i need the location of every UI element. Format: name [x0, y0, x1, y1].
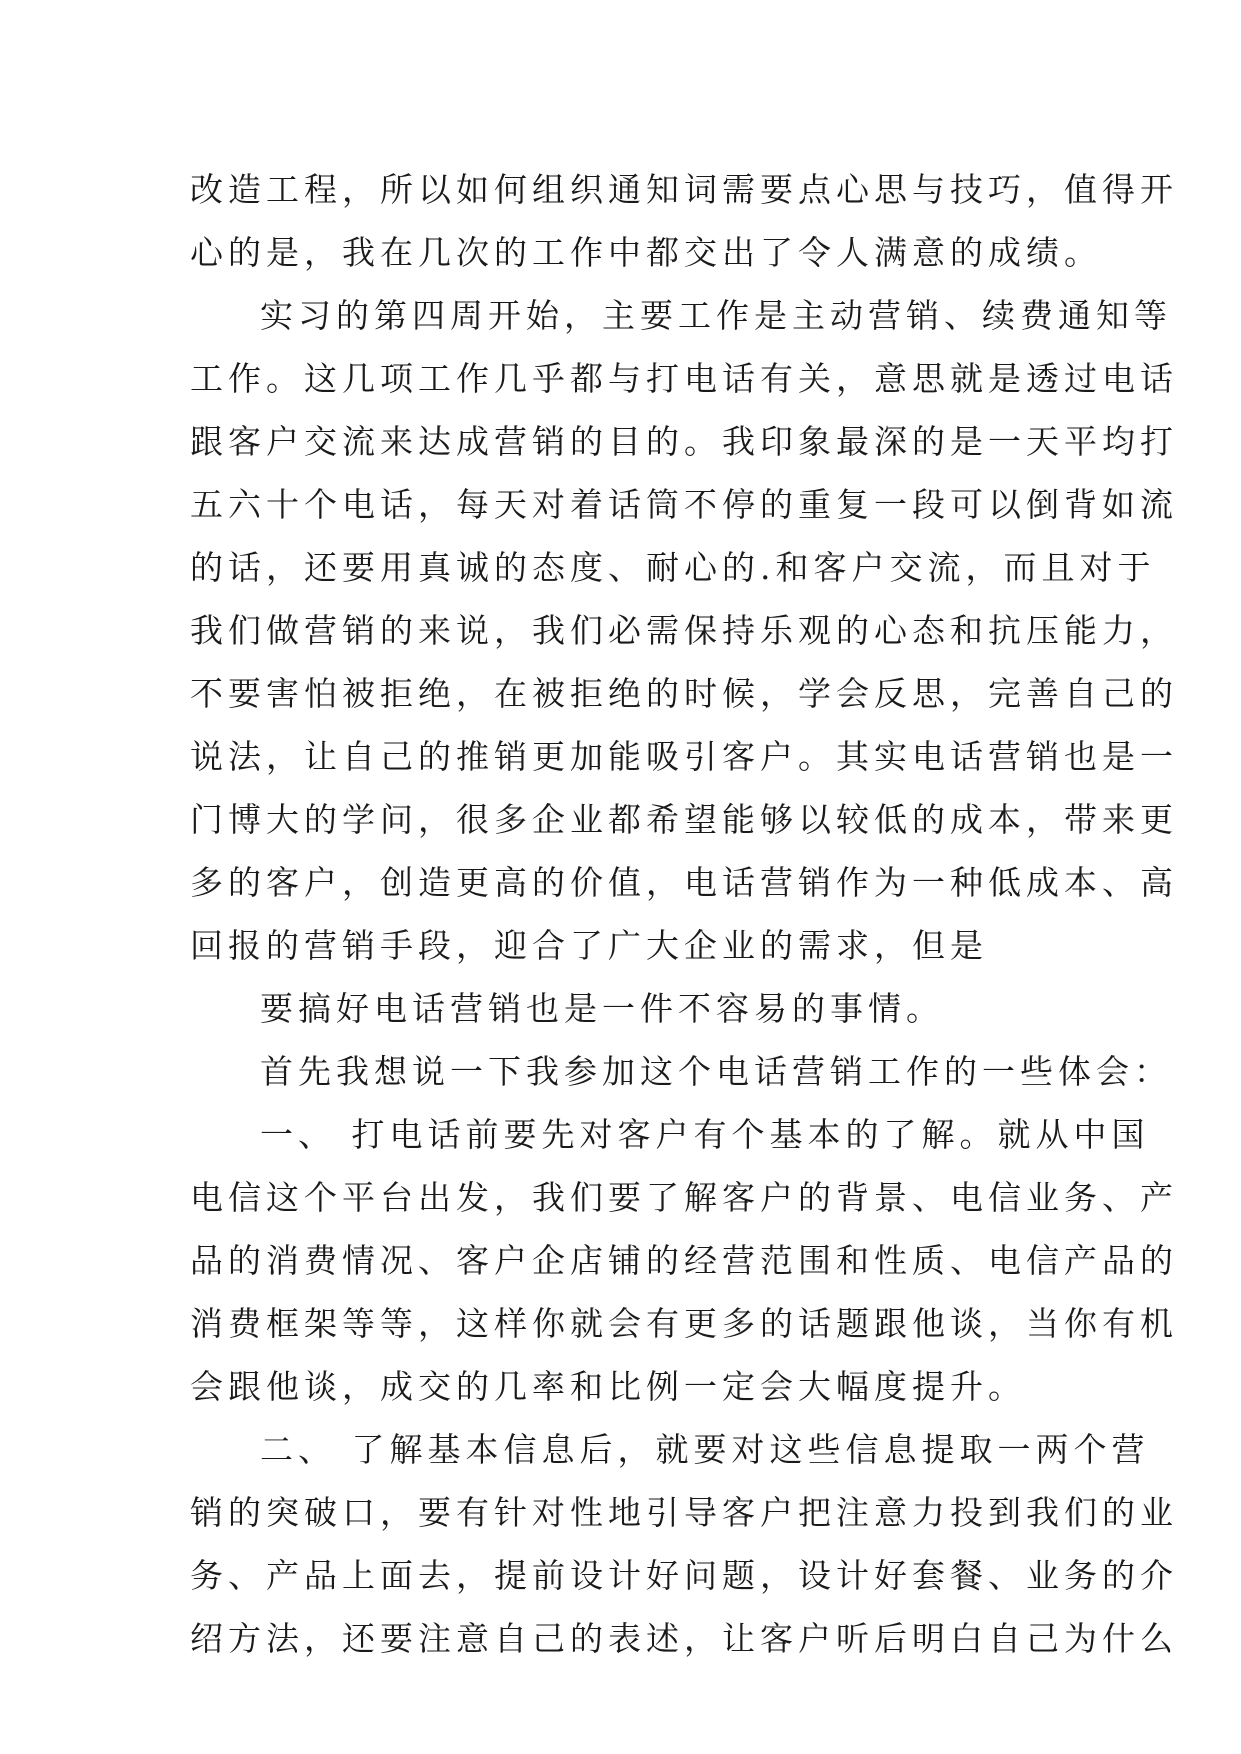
text-line: 电信这个平台出发，我们要了解客户的背景、电信业务、产	[190, 1178, 1178, 1217]
text-line: 说法，让自己的推销更加能吸引客户。其实电话营销也是一	[190, 737, 1178, 776]
body-text	[190, 158, 1178, 1670]
paragraph-start-line: 要搞好电话营销也是一件不容易的事情。	[260, 989, 944, 1028]
text-line: 我们做营销的来说，我们必需保持乐观的心态和抗压能力，	[190, 611, 1178, 650]
text-line: 不要害怕被拒绝，在被拒绝的时候，学会反思，完善自己的	[190, 674, 1178, 713]
text-line: 回报的营销手段，迎合了广大企业的需求，但是	[190, 926, 988, 965]
text-line: 门博大的学问，很多企业都希望能够以较低的成本，带来更	[190, 800, 1178, 839]
text-line: 工作。这几项工作几乎都与打电话有关，意思就是透过电话	[190, 359, 1178, 398]
paragraph-start-line: 实习的第四周开始，主要工作是主动营销、续费通知等	[260, 296, 1172, 335]
text-line: 心的是，我在几次的工作中都交出了令人满意的成绩。	[190, 233, 1102, 272]
text-line: 务、产品上面去，提前设计好问题，设计好套餐、业务的介	[190, 1556, 1178, 1595]
paragraph-start-line: 首先我想说一下我参加这个电话营销工作的一些体会：	[260, 1052, 1172, 1091]
text-line: 改造工程，所以如何组织通知词需要点心思与技巧，值得开	[190, 170, 1178, 209]
text-line: 会跟他谈，成交的几率和比例一定会大幅度提升。	[190, 1367, 1026, 1406]
text-line: 品的消费情况、客户企店铺的经营范围和性质、电信产品的	[190, 1241, 1178, 1280]
text-line: 的话，还要用真诚的态度、耐心的.和客户交流，而且对于	[190, 548, 1156, 587]
text-line: 销的突破口，要有针对性地引导客户把注意力投到我们的业	[190, 1493, 1178, 1532]
text-line: 消费框架等等，这样你就会有更多的话题跟他谈，当你有机	[190, 1304, 1178, 1343]
text-line: 多的客户，创造更高的价值，电话营销作为一种低成本、高	[190, 863, 1178, 902]
text-line: 绍方法，还要注意自己的表述，让客户听后明白自己为什么	[190, 1619, 1178, 1658]
text-line: 五六十个电话，每天对着话筒不停的重复一段可以倒背如流	[190, 485, 1178, 524]
text-line: 跟客户交流来达成营销的目的。我印象最深的是一天平均打	[190, 422, 1178, 461]
list-item-line: 一、 打电话前要先对客户有个基本的了解。就从中国	[260, 1115, 1150, 1154]
list-item-line: 二、 了解基本信息后，就要对这些信息提取一两个营	[260, 1430, 1150, 1469]
